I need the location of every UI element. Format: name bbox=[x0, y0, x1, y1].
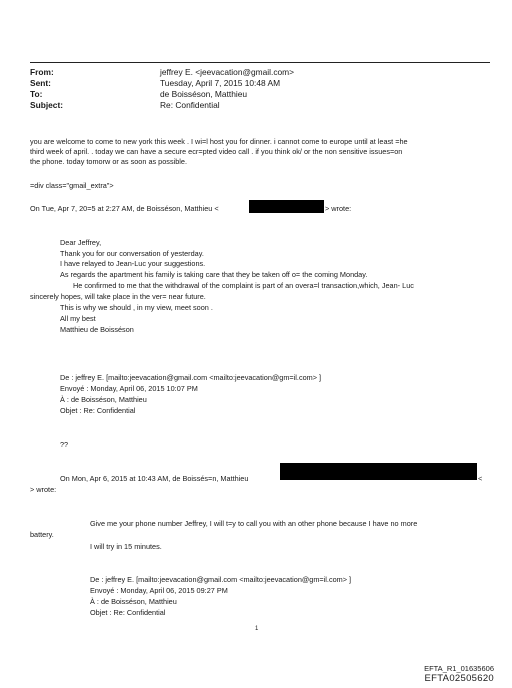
reply-line-1: you are welcome to come to new york this week . I wi=l host you for dinner. i cannot come to europe until at least =he bbox=[30, 137, 408, 146]
letter-line-5: He confirmed to me that the withdrawal of the complaint is part of an overa=l transaction,which, Jean- Luc bbox=[73, 281, 414, 290]
letter-line-2: Thank you for our conversation of yesterday. bbox=[60, 249, 204, 258]
msg2-line-1: Give me your phone number Jeffrey, I will t=y to call you with an other phone because I have no more bbox=[90, 519, 418, 528]
subject-label: Subject: bbox=[30, 100, 64, 110]
fwd1-subject: Objet : Re: Confidential bbox=[60, 406, 136, 415]
reply-line-3: the phone. today tomorw or as soon as possible. bbox=[30, 157, 187, 166]
sent-value: Tuesday, April 7, 2015 10:48 AM bbox=[160, 78, 281, 88]
sent-label: Sent: bbox=[30, 78, 51, 88]
letter-line-6: sincerely hopes, will take place in the ver= near future. bbox=[30, 292, 206, 301]
msg2-line-3: I will try in 15 minutes. bbox=[90, 542, 162, 551]
fwd2-to: À : de Boisséson, Matthieu bbox=[90, 597, 177, 606]
fwd2-sent: Envoyé : Monday, April 06, 2015 09:27 PM bbox=[90, 586, 228, 595]
letter-line-4: As regards the apartment his family is taking care that they be taken off o= the coming Monday. bbox=[60, 270, 368, 279]
quote1-suffix: > wrote: bbox=[325, 204, 352, 213]
header-divider bbox=[30, 62, 490, 63]
fwd1-sent: Envoyé : Monday, April 06, 2015 10:07 PM bbox=[60, 384, 198, 393]
to-value: de Boisséson, Matthieu bbox=[160, 89, 248, 99]
quote1-prefix: On Tue, Apr 7, 20=5 at 2:27 AM, de Boisséson, Matthieu < bbox=[30, 204, 219, 213]
redaction-box bbox=[280, 463, 477, 480]
letter-line-7: This is why we should , in my view, meet soon . bbox=[60, 303, 213, 312]
letter-signature: Matthieu de Boisséson bbox=[60, 325, 134, 334]
footer-id-1: EFTA_R1_01635606 bbox=[424, 664, 494, 673]
fwd1-to: À : de Boisséson, Matthieu bbox=[60, 395, 147, 404]
footer-id-2: EFTA02505620 bbox=[424, 673, 494, 684]
from-label: From: bbox=[30, 67, 54, 77]
quote2-tail: < bbox=[478, 474, 483, 483]
fwd2-from: De : jeffrey E. [mailto:jeevacation@gmail.com <mailto:jeevacation@gm=il.com> ] bbox=[90, 575, 352, 584]
fwd2-subject: Objet : Re: Confidential bbox=[90, 608, 166, 617]
page-number: 1 bbox=[255, 626, 259, 632]
letter-line-1: Dear Jeffrey, bbox=[60, 238, 102, 247]
question-marks: ?? bbox=[60, 440, 69, 449]
letter-line-3: I have relayed to Jean-Luc your suggestions. bbox=[60, 259, 206, 268]
msg2-line-2: battery. bbox=[30, 530, 54, 539]
letter-line-8: All my best bbox=[60, 314, 96, 323]
from-value: jeffrey E. <jeevacation@gmail.com> bbox=[160, 67, 295, 77]
div-tag-text: =div class="gmail_extra"> bbox=[30, 181, 114, 190]
subject-value: Re: Confidential bbox=[160, 100, 220, 110]
reply-line-2: third week of april. . today we can have a secure ecr=pted video call . if you think ok/ or the non sensitive issues=on bbox=[30, 147, 403, 156]
quote2-prefix: On Mon, Apr 6, 2015 at 10:43 AM, de Boissés=n, Matthieu bbox=[60, 474, 249, 483]
quote2-wrote: > wrote: bbox=[30, 485, 57, 494]
redaction-box bbox=[249, 200, 324, 213]
to-label: To: bbox=[30, 89, 43, 99]
fwd1-from: De : jeffrey E. [mailto:jeevacation@gmail.com <mailto:jeevacation@gm=il.com> ] bbox=[60, 373, 322, 382]
